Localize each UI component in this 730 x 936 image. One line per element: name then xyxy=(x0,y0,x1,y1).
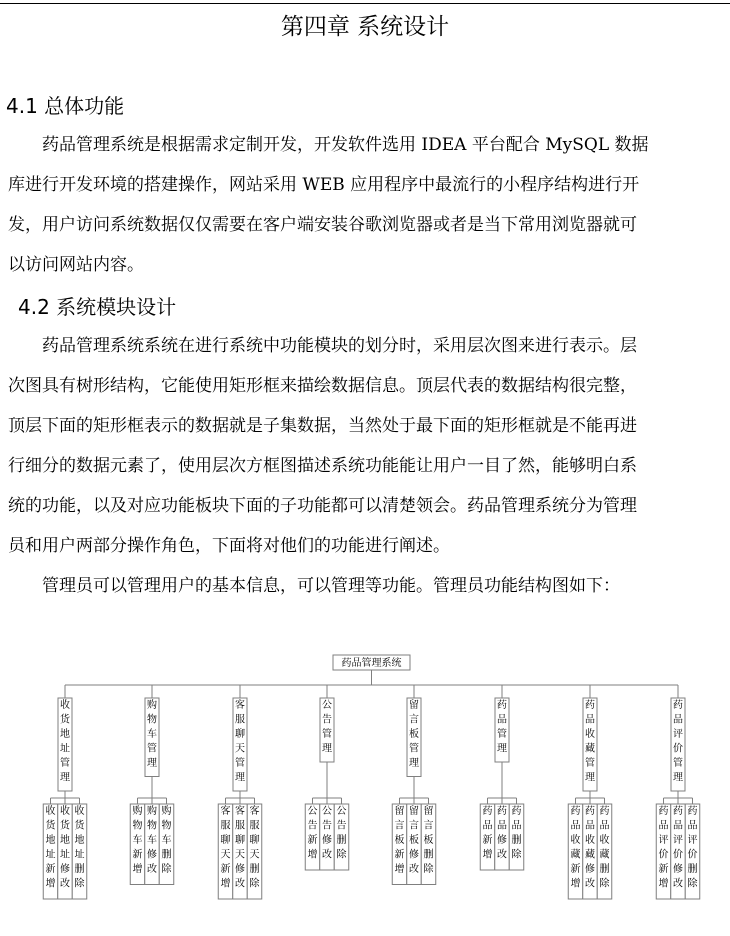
leaf-node-label: 药品评价删除 xyxy=(687,806,698,890)
paragraph-line: 药品管理系统是根据需求定制开发，开发软件选用 IDEA 平台配合 MySQL 数据 xyxy=(42,135,649,155)
module-node-label: 药品收藏管理 xyxy=(585,700,595,784)
leaf-node-label: 药品收藏删除 xyxy=(599,806,610,890)
paragraph-line: 员和用户两部分操作角色，下面将对他们的功能进行阐述。 xyxy=(8,536,450,556)
paragraph-line: 行细分的数据元素了，使用层次方框图描述系统功能能让用户一目了然，能够明白系 xyxy=(8,456,637,476)
leaf-node-label: 购物车新增 xyxy=(132,806,143,875)
leaf-node-label: 药品新增 xyxy=(482,806,493,861)
section-heading-4-1: 4.1 总体功能 xyxy=(6,94,125,118)
leaf-node-label: 药品收藏新增 xyxy=(570,806,581,890)
leaf-node-label: 客服聊天删除 xyxy=(249,806,260,890)
paragraph-line: 次图具有树形结构，它能使用矩形框来描绘数据信息。顶层代表的数据结构很完整， xyxy=(8,376,637,396)
leaf-node-label: 留言板新增 xyxy=(394,806,405,875)
leaf-node-label: 购物车修改 xyxy=(147,806,157,875)
leaf-node-label: 留言板删除 xyxy=(423,806,434,875)
leaf-node-label: 客服聊天新增 xyxy=(220,806,231,890)
module-node-label: 药品管理 xyxy=(497,700,507,755)
leaf-node-label: 公告删除 xyxy=(336,806,347,861)
paragraph-line: 管理员可以管理用户的基本信息，可以管理等功能。管理员功能结构图如下： xyxy=(42,576,620,596)
leaf-node-label: 收货地址新增 xyxy=(45,806,56,890)
paragraph-line: 顶层下面的矩形框表示的数据就是子集数据，当然处于最下面的矩形框就是不能再进 xyxy=(8,416,637,436)
leaf-node-label: 留言板修改 xyxy=(409,806,419,875)
leaf-node-label: 购物车删除 xyxy=(161,806,172,875)
chapter-title: 第四章 系统设计 xyxy=(280,14,450,40)
root-node-label: 药品管理系统 xyxy=(341,658,402,669)
leaf-node-label: 药品评价修改 xyxy=(673,806,683,890)
module-node-label: 收货地址管理 xyxy=(60,700,70,784)
leaf-node-label: 药品删除 xyxy=(511,806,522,861)
module-node-label: 购物车管理 xyxy=(147,700,157,769)
leaf-node-label: 药品收藏修改 xyxy=(585,806,595,890)
module-node-label: 留言板管理 xyxy=(409,700,419,769)
section-heading-4-2: 4.2 系统模块设计 xyxy=(18,295,177,319)
leaf-node-label: 药品评价新增 xyxy=(658,806,669,890)
module-node-label: 药品评价管理 xyxy=(673,700,683,784)
leaf-node-label: 收货地址修改 xyxy=(60,806,70,890)
module-node-label: 客服聊天管理 xyxy=(235,700,245,784)
paragraph-line: 药品管理系统系统在进行系统中功能模块的划分时，采用层次图来进行表示。层 xyxy=(42,336,637,356)
module-node-label: 公告管理 xyxy=(322,700,332,755)
leaf-node-label: 公告新增 xyxy=(307,806,318,861)
paragraph-line: 以访问网站内容。 xyxy=(8,255,144,275)
leaf-node-label: 公告修改 xyxy=(322,806,332,861)
leaf-node-label: 客服聊天修改 xyxy=(235,806,245,890)
leaf-node-label: 收货地址删除 xyxy=(74,806,85,890)
paragraph-line: 统的功能，以及对应功能板块下面的子功能都可以清楚领会。药品管理系统分为管理 xyxy=(8,496,637,516)
paragraph-line: 库进行开发环境的搭建操作，网站采用 WEB 应用程序中最流行的小程序结构进行开 xyxy=(8,175,640,195)
paragraph-line: 发，用户访问系统数据仅仅需要在客户端安装谷歌浏览器或者是当下常用浏览器就可 xyxy=(8,215,637,235)
leaf-node-label: 药品修改 xyxy=(497,806,507,861)
